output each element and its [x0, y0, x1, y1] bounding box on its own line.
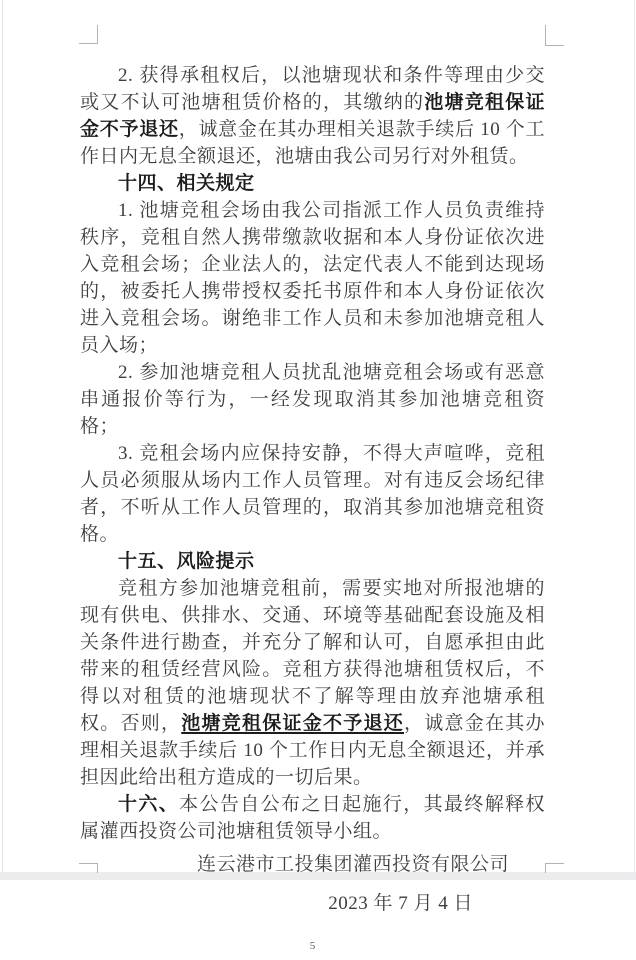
text-area	[80, 62, 545, 960]
document-date: 2023 年 7 月 4 日	[328, 893, 473, 914]
para-section-16	[80, 791, 545, 845]
text-run: ，诚意金在其办理相关退款手续后 10 个工作日内无息全额退还，并承担因此给出租方造成的一切后果。	[80, 713, 545, 788]
para-rule-1	[80, 197, 545, 359]
text-run: ，诚意金在其办理相关退款手续后 10 个工作日内无息全额退还，池塘由我公司另行对外租赁。	[80, 119, 545, 167]
page-right-edge	[634, 0, 635, 872]
emphasis-text: 十六、	[118, 794, 180, 815]
para-rule-2	[80, 359, 545, 440]
text-run: 3. 竞租会场内应保持安静，不得大声喧哗，竞租人员必须服从场内工作人员管理。对有违反会场纪律者，不听从工作人员管理的，取消其参加池塘竞租资格。	[80, 443, 545, 545]
heading-section-14	[80, 170, 545, 197]
heading-section-15	[80, 548, 545, 575]
text-run: 2. 参加池塘竞租人员扰乱池塘竞租会场或有恶意串通报价等行为，一经发现取消其参加池塘竞租资格；	[80, 362, 545, 437]
emphasis-text: 十五、风险提示	[118, 551, 255, 572]
para-risk-notice	[80, 575, 545, 791]
crop-mark-top-right	[545, 25, 564, 46]
page-number: 5	[309, 940, 316, 952]
para-rule-3	[80, 440, 545, 548]
crop-mark-top-left	[79, 25, 98, 44]
page-left-edge	[2, 0, 3, 872]
text-run: 本公告自公布之日起施行，其最终解释权属灌西投资公司池塘租赁领导小组。	[80, 794, 545, 842]
emphasis-text: 十四、相关规定	[118, 173, 255, 194]
crop-mark-bottom-right	[545, 863, 564, 873]
emphasis-text: 池塘竞租保证金不予退还	[181, 713, 404, 734]
document-body	[80, 62, 545, 845]
para-deposit-forfeit	[80, 62, 545, 170]
text-run: 竞租方参加池塘竞租前，需要实地对所报池塘的现有供电、供排水、交通、环境等基础配套设施及相关条件进行勘查，并充分了解和认可，自愿承担由此带来的租赁经营风险。竞租方获得池塘租赁权后，不得以对租赁的池塘现状不了解等理由放弃池塘承租权。否则，	[80, 578, 545, 734]
text-run: 2. 获得承租权后，以池塘现状和条件等理由少交或又不认可池塘租赁价格的，其缴纳的	[80, 65, 545, 113]
emphasis-text: 池塘竞租保证金不予退还	[80, 92, 545, 140]
signature-company: 连云港市工投集团灌西投资有限公司	[196, 854, 509, 875]
text-run: 1. 池塘竞租会场由我公司指派工作人员负责维持秩序，竞租自然人携带缴款收据和本人身份证依次进入竞租会场；企业法人的，法定代表人不能到达现场的，被委托人携带授权委托书原件和本人身份证依次进入竞租会场。谢绝非工作人员和未参加池塘竞租人员入场；	[80, 200, 545, 356]
